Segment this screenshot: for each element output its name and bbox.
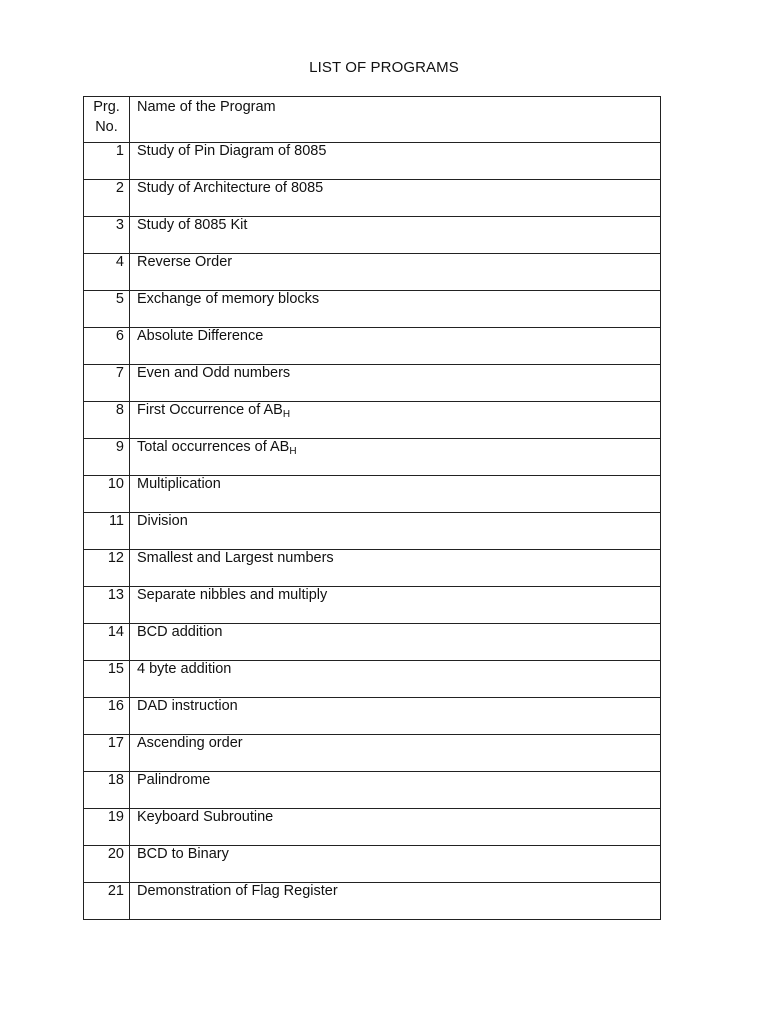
hex-subscript: H <box>282 409 291 420</box>
program-number-cell: 12 <box>84 550 130 587</box>
program-number-cell: 7 <box>84 365 130 402</box>
program-name-text: Keyboard Subroutine <box>137 809 274 825</box>
program-name-cell <box>130 291 661 328</box>
program-name-cell <box>130 772 661 809</box>
program-name-text: BCD addition <box>137 624 223 640</box>
program-name-cell <box>130 587 661 624</box>
program-number-cell: 13 <box>84 587 130 624</box>
table-row <box>84 291 661 328</box>
program-name-cell <box>130 402 661 439</box>
table-row <box>84 439 661 476</box>
program-name-cell <box>130 476 661 513</box>
program-name-text: Palindrome <box>137 772 211 788</box>
program-number-cell: 15 <box>84 661 130 698</box>
program-name-text: Total occurrences of AB <box>137 439 290 455</box>
program-name-text: Study of 8085 Kit <box>137 217 248 233</box>
program-number-cell: 16 <box>84 698 130 735</box>
hex-subscript: H <box>289 446 297 457</box>
program-name-cell <box>130 217 661 254</box>
program-name-cell <box>130 328 661 365</box>
program-name-cell <box>130 254 661 291</box>
program-name-text: Exchange of memory blocks <box>137 291 320 307</box>
program-name-text: Even and Odd numbers <box>137 365 291 381</box>
program-number-cell: 17 <box>84 735 130 772</box>
program-name-text: Separate nibbles and multiply <box>137 587 328 603</box>
program-number-cell: 3 <box>84 217 130 254</box>
program-name-text: Absolute Difference <box>137 328 264 344</box>
program-number-cell: 11 <box>84 513 130 550</box>
program-name-cell <box>130 513 661 550</box>
table-row <box>84 217 661 254</box>
program-name-cell <box>130 550 661 587</box>
table-row <box>84 143 661 180</box>
table-row <box>84 772 661 809</box>
program-name-text: First Occurrence of AB <box>137 402 283 418</box>
program-number-cell: 8 <box>84 402 130 439</box>
program-name-text: Smallest and Largest numbers <box>137 550 334 566</box>
program-number-cell: 1 <box>84 143 130 180</box>
table-row <box>84 402 661 439</box>
program-name-text: DAD instruction <box>137 698 238 714</box>
table-row <box>84 735 661 772</box>
program-name-cell <box>130 809 661 846</box>
program-number-cell: 18 <box>84 772 130 809</box>
program-name-cell <box>130 661 661 698</box>
header-program-number-line1: Prg. <box>93 99 120 115</box>
header-program-number-line2: No. <box>95 119 118 135</box>
program-name-cell <box>130 735 661 772</box>
program-name-text: Ascending order <box>137 735 243 751</box>
table-row <box>84 846 661 883</box>
table-row <box>84 809 661 846</box>
program-name-cell <box>130 180 661 217</box>
program-name-text: Multiplication <box>137 476 221 492</box>
program-name-cell <box>130 143 661 180</box>
program-number-cell: 2 <box>84 180 130 217</box>
programs-table <box>83 96 661 920</box>
table-header-row <box>84 97 661 143</box>
program-name-cell <box>130 365 661 402</box>
program-name-text: Study of Pin Diagram of 8085 <box>137 143 327 159</box>
table-row <box>84 661 661 698</box>
program-number-cell: 4 <box>84 254 130 291</box>
program-name-text: Reverse Order <box>137 254 233 270</box>
program-number-cell: 14 <box>84 624 130 661</box>
program-name-cell <box>130 624 661 661</box>
table-row <box>84 698 661 735</box>
table-row <box>84 254 661 291</box>
table-row <box>84 476 661 513</box>
table-row <box>84 624 661 661</box>
program-name-text: Study of Architecture of 8085 <box>137 180 324 196</box>
header-program-number <box>84 97 130 143</box>
header-program-name: Name of the Program <box>130 97 661 143</box>
table-row <box>84 328 661 365</box>
program-number-cell: 10 <box>84 476 130 513</box>
program-number-cell: 5 <box>84 291 130 328</box>
program-number-cell: 20 <box>84 846 130 883</box>
program-name-text: 4 byte addition <box>137 661 232 677</box>
table-body <box>84 143 661 920</box>
program-number-cell: 9 <box>84 439 130 476</box>
table-row <box>84 587 661 624</box>
program-name-cell <box>130 883 661 920</box>
program-name-cell <box>130 846 661 883</box>
program-name-text: Division <box>137 513 188 529</box>
page-title: LIST OF PROGRAMS <box>309 59 459 76</box>
program-name-cell <box>130 439 661 476</box>
table-row <box>84 365 661 402</box>
program-name-text: Demonstration of Flag Register <box>137 883 338 899</box>
table-row <box>84 883 661 920</box>
program-name-text: BCD to Binary <box>137 846 229 862</box>
table-row <box>84 180 661 217</box>
table-row <box>84 550 661 587</box>
table-row <box>84 513 661 550</box>
program-number-cell: 6 <box>84 328 130 365</box>
program-name-cell <box>130 698 661 735</box>
program-number-cell: 19 <box>84 809 130 846</box>
program-number-cell: 21 <box>84 883 130 920</box>
